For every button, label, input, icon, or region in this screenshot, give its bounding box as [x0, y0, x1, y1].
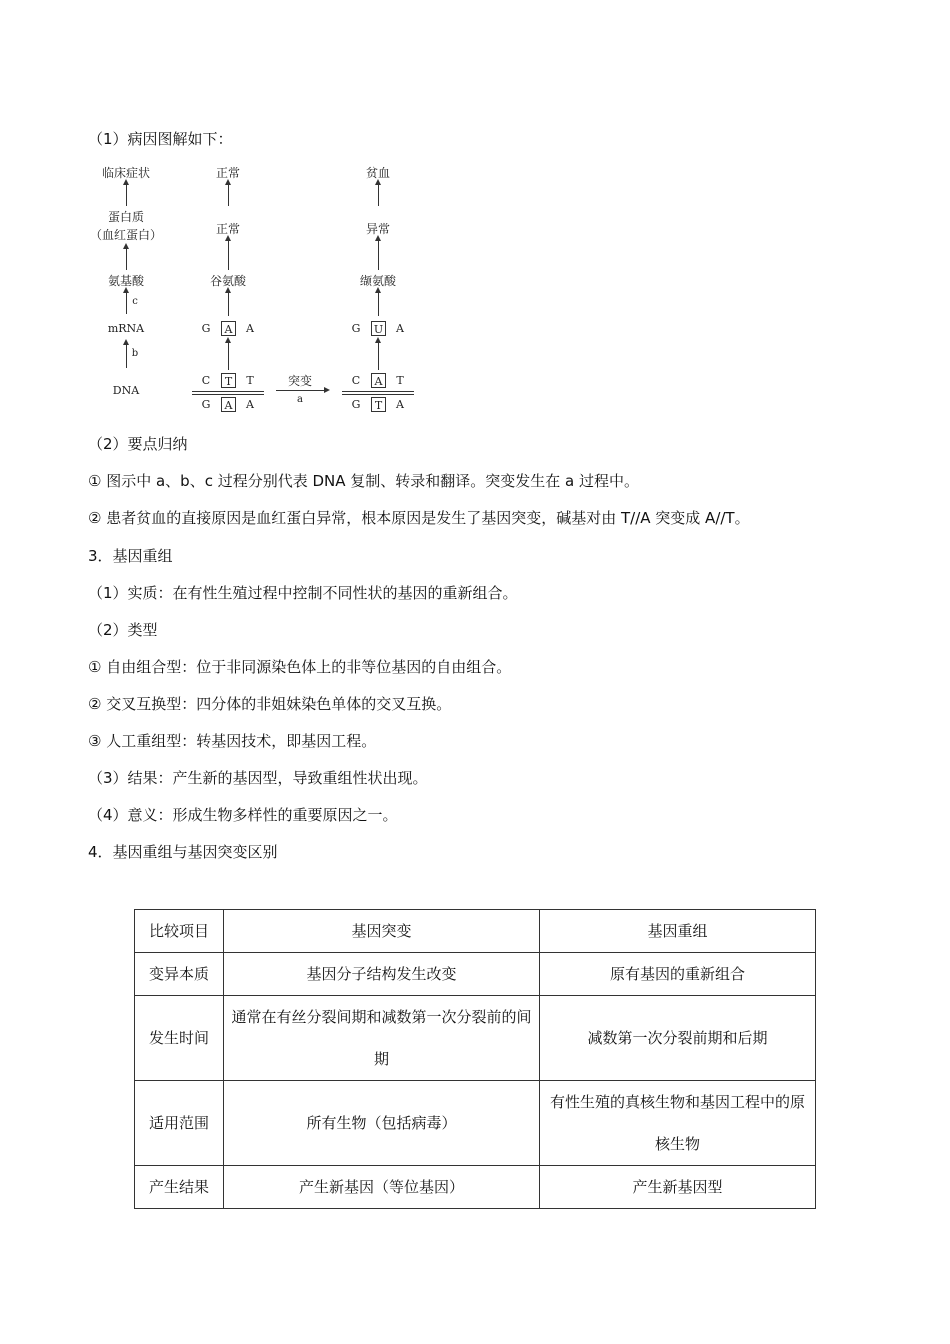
base: A [246, 398, 254, 411]
text-line: （1）病因图解如下： [88, 130, 233, 148]
arrow-label-b: b [131, 348, 139, 359]
table-cell: 原有基因的重新组合 [540, 953, 816, 996]
label-amino-acid: 氨基酸 [107, 274, 144, 288]
table-header-cell: 基因重组 [540, 910, 816, 953]
text-line: ① 自由组合型：位于非同源染色体上的非等位基因的自由组合。 [88, 658, 512, 676]
text-line: （3）结果：产生新的基因型，导致重组性状出现。 [88, 769, 428, 787]
base: A [246, 322, 254, 335]
table-cell: 变异本质 [135, 953, 224, 996]
table-row [135, 996, 816, 1081]
table-row [135, 953, 816, 996]
label-dna: DNA [112, 384, 140, 397]
codon-base-box: A [221, 321, 236, 336]
base: A [396, 322, 404, 335]
label-mutation: 突变 [287, 374, 312, 388]
codon-base-box: T [221, 373, 236, 388]
dna-strand-line [342, 391, 414, 392]
base: G [201, 398, 211, 411]
text-line: ② 交叉互换型：四分体的非姐妹染色单体的交叉互换。 [88, 695, 452, 713]
text-line: ② 患者贫血的直接原因是血红蛋白异常，根本原因是发生了基因突变，碱基对由 T//A 突变成 A//T。 [88, 509, 750, 527]
arrow-up-b [126, 344, 127, 368]
arrow-up [228, 342, 229, 370]
codon-base-box: A [221, 397, 236, 412]
base: T [246, 374, 254, 387]
label-glutamic-acid: 谷氨酸 [209, 274, 246, 288]
pathogenesis-diagram [86, 160, 418, 416]
table-cell: 通常在有丝分裂间期和减数第一次分裂前的间期 [224, 996, 540, 1081]
dna-strand-line [342, 394, 414, 395]
mutation-arrow [276, 390, 324, 391]
table-cell: 适用范围 [135, 1081, 224, 1166]
label-abnormal: 异常 [365, 222, 390, 236]
base: C [201, 374, 211, 387]
label-protein: 蛋白质 [107, 210, 144, 224]
arrow-up [228, 292, 229, 316]
comparison-table [134, 909, 816, 1209]
arrow-up [378, 240, 379, 270]
table-cell: 发生时间 [135, 996, 224, 1081]
codon-base-box: A [371, 373, 386, 388]
arrow-up [126, 248, 127, 270]
table-cell: 减数第一次分裂前期和后期 [540, 996, 816, 1081]
codon-base-box: U [371, 321, 386, 336]
table-header-cell: 基因突变 [224, 910, 540, 953]
section-heading: 3．基因重组 [88, 547, 173, 565]
arrow-label-c: c [132, 296, 138, 307]
label-normal-protein: 正常 [215, 222, 240, 236]
arrow-up [378, 184, 379, 206]
label-clinical-symptoms: 临床症状 [101, 166, 150, 180]
text-line: （2）要点归纳 [88, 435, 188, 453]
base: A [396, 398, 404, 411]
arrow-up [378, 342, 379, 370]
table-cell: 基因分子结构发生改变 [224, 953, 540, 996]
table-header-row [135, 910, 816, 953]
label-mrna: mRNA [107, 322, 145, 335]
codon-base-box: T [371, 397, 386, 412]
section-heading: 4．基因重组与基因突变区别 [88, 843, 278, 861]
base: C [351, 374, 361, 387]
text-line: （2）类型 [88, 621, 158, 639]
label-normal-top: 正常 [215, 166, 240, 180]
arrow-up-c [126, 292, 127, 314]
table-row [135, 1166, 816, 1209]
base: G [351, 398, 361, 411]
table-cell: 产生结果 [135, 1166, 224, 1209]
dna-strand-line [192, 394, 264, 395]
text-line: ③ 人工重组型：转基因技术，即基因工程。 [88, 732, 377, 750]
text-line: ① 图示中 a、b、c 过程分别代表 DNA 复制、转录和翻译。突变发生在 a 过程中。 [88, 472, 640, 490]
text-line: （1）实质：在有性生殖过程中控制不同性状的基因的重新组合。 [88, 584, 518, 602]
base: G [201, 322, 211, 335]
table-cell: 有性生殖的真核生物和基因工程中的原核生物 [540, 1081, 816, 1166]
table-cell: 产生新基因（等位基因） [224, 1166, 540, 1209]
base: G [351, 322, 361, 335]
text-line: （4）意义：形成生物多样性的重要原因之一。 [88, 806, 398, 824]
arrow-up [228, 240, 229, 270]
table-row [135, 1081, 816, 1166]
label-valine: 缬氨酸 [359, 274, 396, 288]
base: T [396, 374, 404, 387]
arrow-up [378, 292, 379, 316]
dna-strand-line [192, 391, 264, 392]
table-header-cell: 比较项目 [135, 910, 224, 953]
arrow-up [228, 184, 229, 206]
label-anemia: 贫血 [365, 166, 390, 180]
label-hemoglobin: （血红蛋白） [89, 228, 162, 242]
table-cell: 产生新基因型 [540, 1166, 816, 1209]
label-mutation-a: a [297, 394, 303, 405]
arrow-up [126, 184, 127, 206]
table-cell: 所有生物（包括病毒） [224, 1081, 540, 1166]
